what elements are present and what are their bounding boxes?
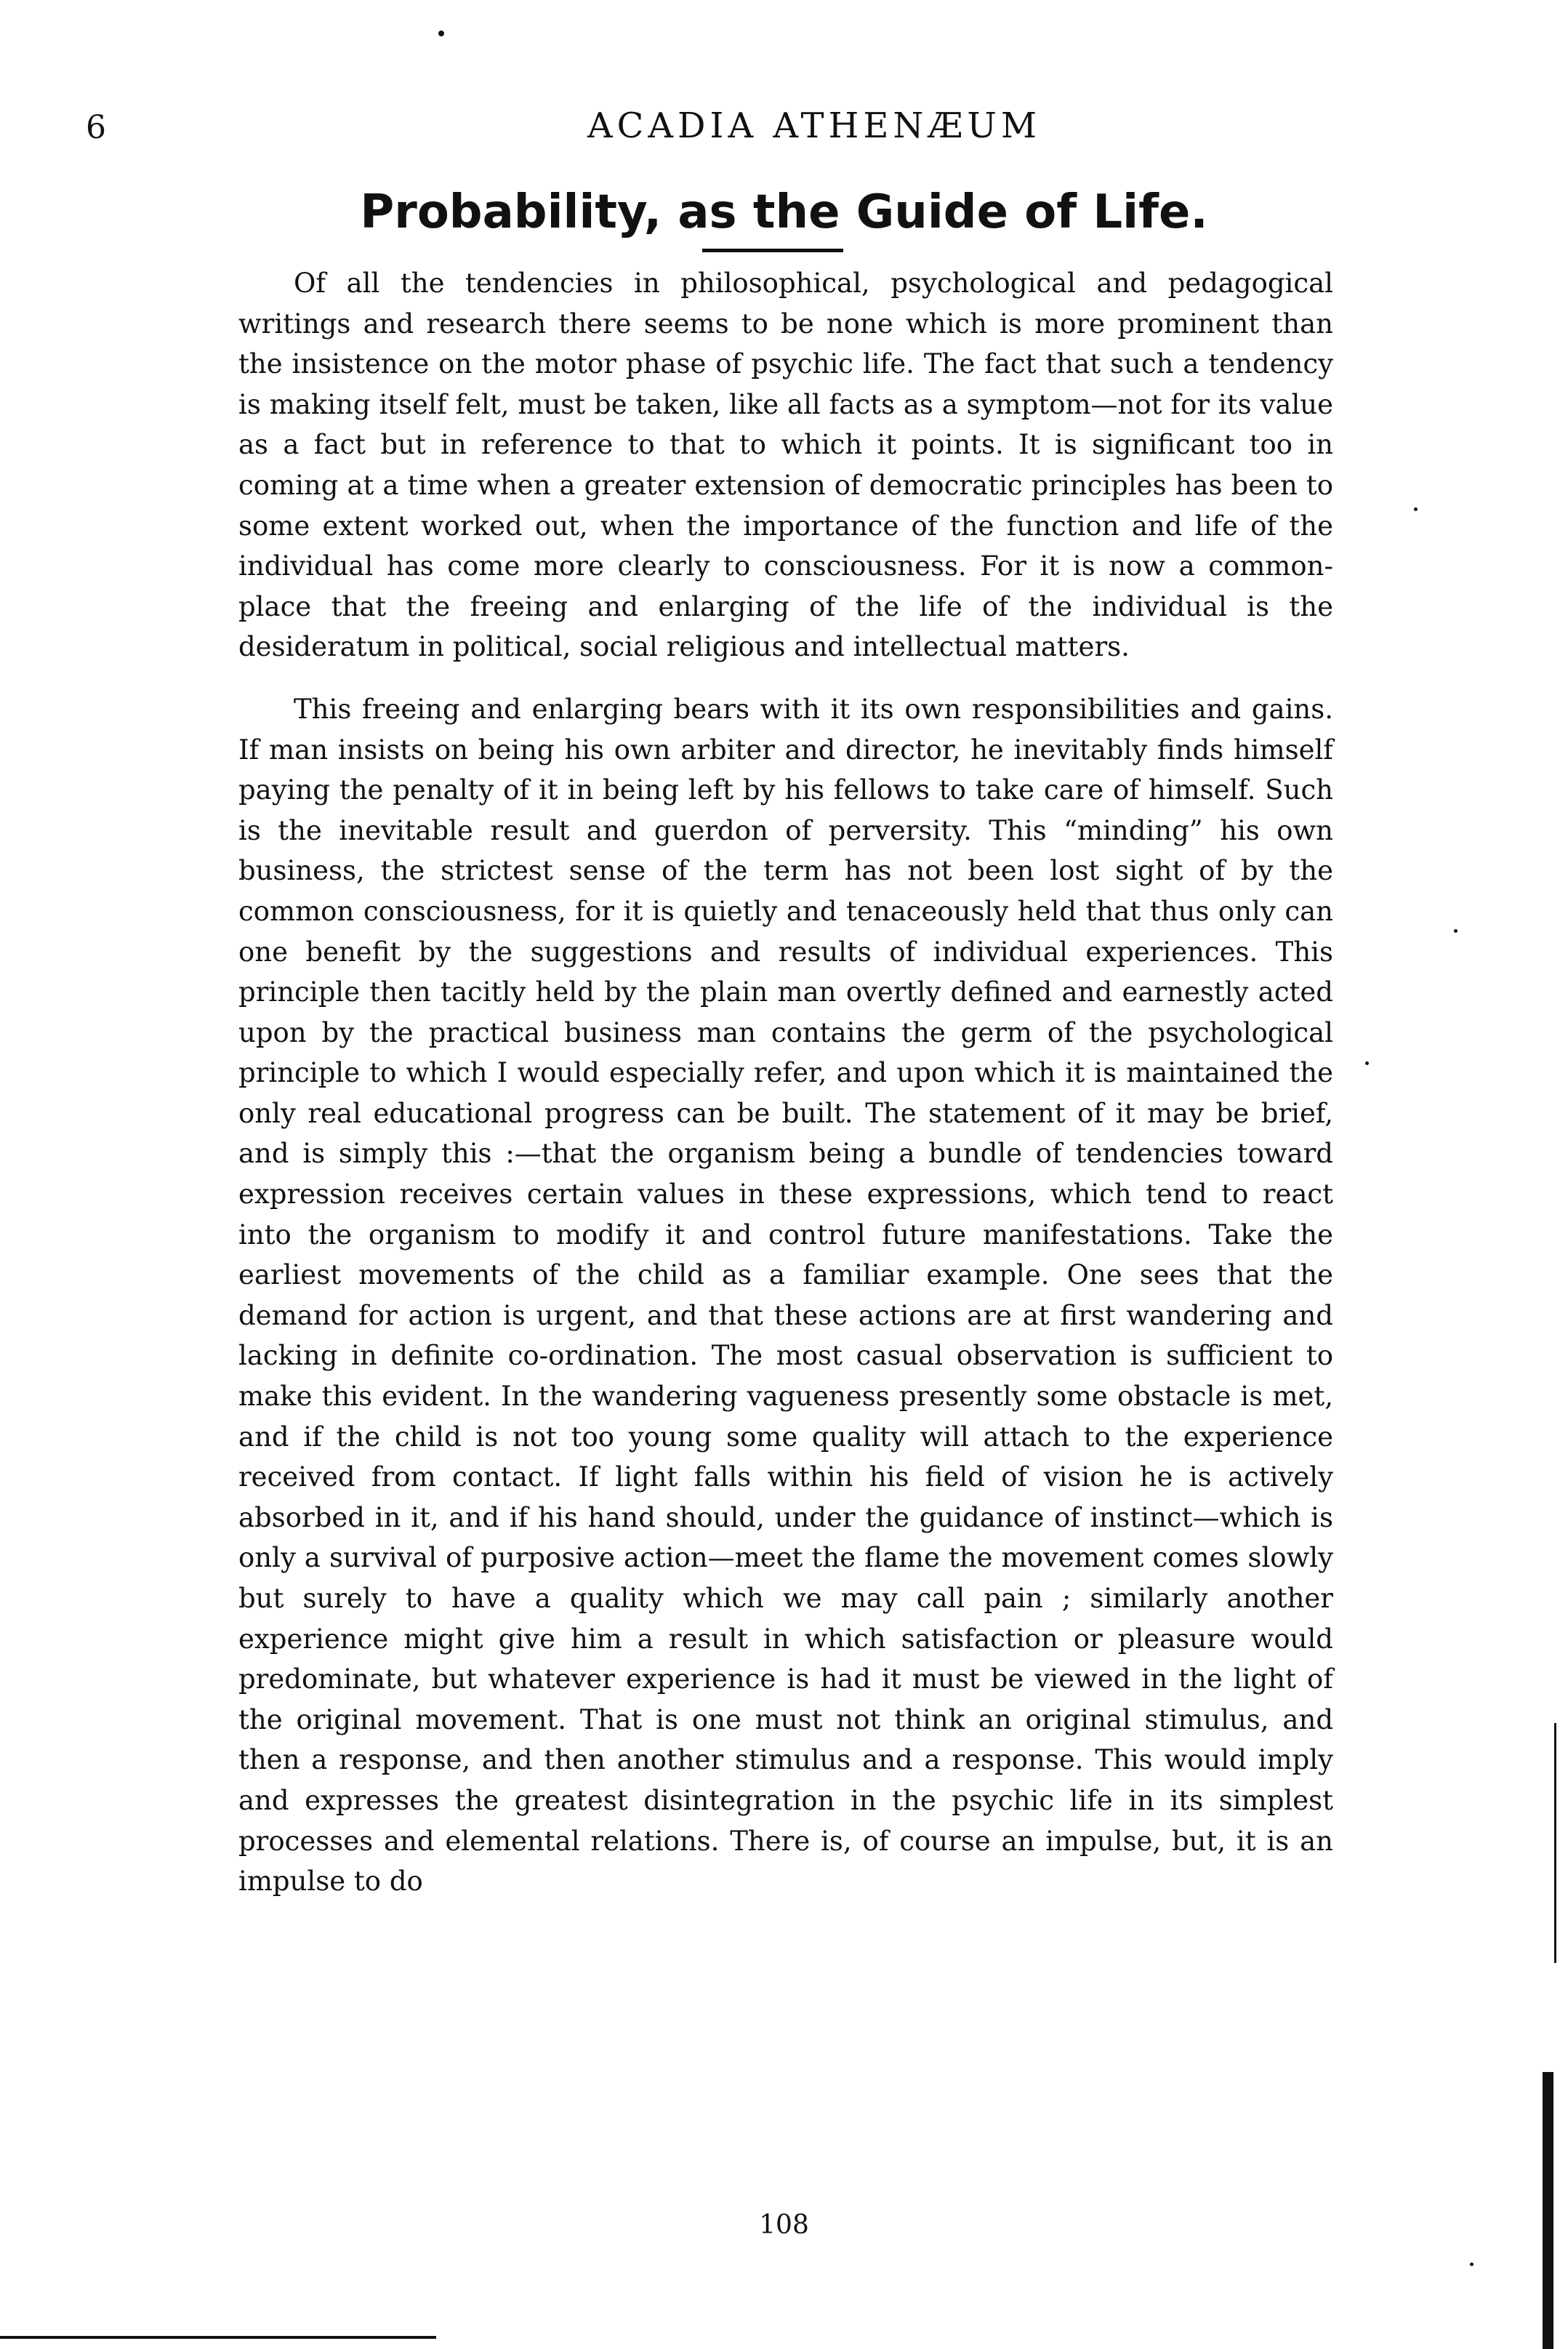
title-rule <box>702 249 843 252</box>
scan-speck-right-3 <box>1365 1061 1369 1065</box>
folio: 108 <box>759 2210 809 2240</box>
page-number: 6 <box>86 109 106 146</box>
paragraph-1: Of all the tendencies in philosophical, psychological and pedagogical writings and research there seems to be none which is more prominent than the insistence on the motor phase of psychic life. The fact that such a tendency is making itself felt, must be taken, like all facts as a symptom—not for its value as a fact but in reference to that to which it points. It is significant too in coming at a time when a greater extension of democratic principles has been to some extent worked out, when the importance of the function and life of the individual has come more clearly to consciousness. For it is now a common-place that the freeing and enlarging of the life of the individual is the desideratum in political, social religious and intellectual matters. <box>238 268 1333 663</box>
article-title: Probability, as the Guide of Life. <box>360 185 1208 239</box>
margin-bar-right-thick <box>1543 2072 1553 2349</box>
article-body <box>238 263 1333 1902</box>
bottom-edge-rule <box>0 2336 436 2339</box>
paragraph-2: This freeing and enlarging bears with it its own responsibilities and gains. If man insists on being his own arbiter and director, he inevitably finds himself paying the penalty of it in being left by his fellows to take care of himself. Such is the inevitable result and guerdon of perversity. This “minding” his own business, the strictest sense of the term has not been lost sight of by the common consciousness, for it is quietly and tenaceously held that thus only can one benefit by the suggestions and results of individual experiences. This principle then tacitly held by the plain man overtly defined and earnestly acted upon by the practical business man contains the germ of the psychological principle to which I would especially refer, and upon which it is maintained the only real educational progress can be built. The statement of it may be brief, and is simply this :—that the organism being a bundle of tendencies toward expression receives certain values in these expressions, which tend to react into the organism to modify it and control future manifestations. Take the earliest movements of the child as a familiar example. One sees that the demand for action is urgent, and that these actions are at first wandering and lacking in definite co-ordination. The most casual observation is sufficient to make this evident. In the wandering vagueness presently some obstacle is met, and if the child is not too young some quality will attach to the experience received from contact. If light falls within his field of vision he is actively absorbed in it, and if his hand should, under the guidance of instinct—which is only a survival of purposive action—meet the flame the movement comes slowly but surely to have a quality which we may call pain ; similarly another experience might give him a result in which satisfaction or pleasure would predominate, but whatever experience is had it must be viewed in the light of the original movement. That is one must not think an original stimulus, and then a response, and then another stimulus and a response. This would imply and expresses the greatest disintegration in the psychic life in its simplest processes and elemental relations. There is, of course an impulse, but, it is an impulse to do <box>238 693 1333 1898</box>
scan-speck-top <box>438 31 444 36</box>
scan-speck-right-2 <box>1454 929 1458 933</box>
scan-speck-right-1 <box>1414 507 1418 511</box>
margin-line-right-thin <box>1554 1723 1556 1963</box>
scan-speck-right-4 <box>1470 2262 1473 2266</box>
running-header: ACADIA ATHENÆUM <box>587 105 1042 146</box>
